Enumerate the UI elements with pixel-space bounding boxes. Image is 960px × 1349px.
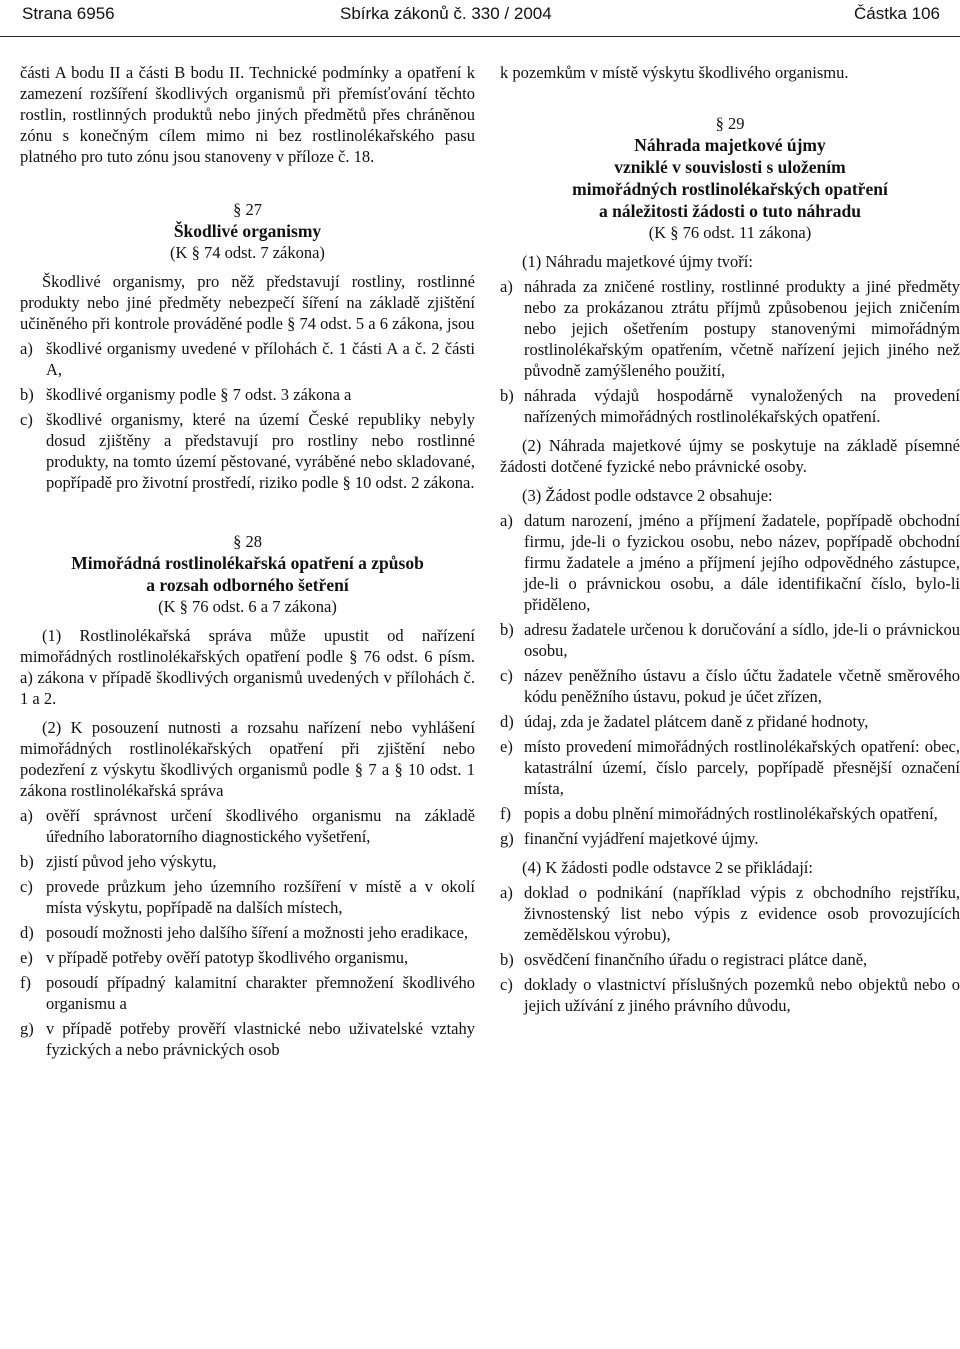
list-item: g) v případě potřeby prověří vlastnické nebo uživatelské vztahy fyzických a nebo právnických osob: [20, 1019, 475, 1059]
list-item: f) popis a dobu plnění mimořádných rostlinolékařských opatření,: [500, 804, 938, 823]
section-28-number: § 28: [233, 532, 262, 551]
list-item: b) osvědčení finančního úřadu o registraci plátce daně,: [500, 950, 868, 969]
header-rule: [0, 36, 960, 37]
right-column: [500, 62, 960, 1016]
list-item: d) údaj, zda je žadatel plátcem daně z přidané hodnoty,: [500, 712, 869, 731]
list-item: b) náhrada výdajů hospodárně vynaložených na provedení nařízených mimořádných rostlinolékařských opatření.: [500, 386, 960, 426]
list-item: a) škodlivé organismy uvedené v přílohách č. 1 části A a č. 2 části A,: [20, 339, 475, 379]
list-item: b) adresu žadatele určenou k doručování a sídlo, jde-li o právnickou osobu,: [500, 620, 960, 660]
section-29-paragraph-1: (1) Náhradu majetkové újmy tvoří:: [522, 252, 753, 271]
section-29-title-line-2: vzniklé v souvislosti s uložením: [614, 157, 846, 177]
collection-title: Sbírka zákonů č. 330 / 2004: [340, 4, 552, 23]
right-intro-paragraph: k pozemkům v místě výskytu škodlivého organismu.: [500, 63, 849, 82]
list-item: e) v případě potřeby ověří patotyp škodlivého organismu,: [20, 948, 409, 967]
list-item: e) místo provedení mimořádných rostlinolékařských opatření: obec, katastrální území, číslo parcely, popřípadě přesnější označení místa,: [500, 737, 960, 798]
section-27-number: § 27: [233, 200, 262, 219]
section-28-title-line-1: Mimořádná rostlinolékařská opatření a způsob: [71, 553, 424, 573]
list-item: a) doklad o podnikání (například výpis z obchodního rejstříku, živnostenský list nebo výpis z evidence osob provozujících zemědělskou výrobu),: [500, 883, 960, 944]
list-item: c) název peněžního ústavu a číslo účtu žadatele včetně směrového kódu peněžního ústavu, pokud je účet zřízen,: [500, 666, 960, 706]
list-item: c) provede průzkum jeho územního rozšíření v místě a v okolí místa výskytu, popřípadě na dalších místech,: [20, 877, 475, 917]
section-29-number: § 29: [715, 114, 745, 133]
section-28-reference: (K § 76 odst. 6 a 7 zákona): [158, 597, 337, 616]
list-item: a) datum narození, jméno a příjmení žadatele, popřípadě obchodní firmu, jde-li o fyzickou osobu, nebo název, popřípadě obchodní firmu žadatele a jméno a příjmení jejího odpovědného zástupce, jde-li o právnickou osobu, a dále identifikační číslo, bylo-li přiděleno,: [500, 511, 960, 614]
section-28-paragraph-2: (2) K posouzení nutnosti a rozsahu nařízení nebo vyhlášení mimořádných rostlinolékařských opatření při zjištění nebo podezření z výskytu škodlivých organismů podle § 7 a § 10 odst. 1 zákona rostlinolékařská správa: [20, 718, 475, 800]
section-29-title-line-4: a náležitosti žádosti o tuto náhradu: [598, 201, 862, 221]
section-29-paragraph-2: (2) Náhrada majetkové újmy se poskytuje na základě písemné žádosti dotčené fyzické nebo právnické osoby.: [500, 436, 960, 476]
page-number: Strana 6956: [22, 4, 115, 23]
section-28-paragraph-1: (1) Rostlinolékařská správa může upustit od nařízení mimořádných rostlinolékařských opatření podle § 76 odst. 6 písm. a) zákona v případě škodlivých organismů uvedených v přílohách č. 1 a 2.: [20, 626, 475, 708]
list-item: g) finanční vyjádření majetkové újmy.: [500, 829, 759, 848]
section-29-title-line-1: Náhrada majetkové újmy: [634, 135, 826, 155]
section-29-paragraph-3: (3) Žádost podle odstavce 2 obsahuje:: [522, 486, 773, 505]
left-column: [20, 62, 475, 1060]
list-item: a) ověří správnost určení škodlivého organismu na základě úředního laboratorního diagnostického vyšetření,: [20, 806, 475, 846]
list-item: c) škodlivé organismy, které na území České republiky nebyly dosud zjištěny a představují pro rostliny nebo rostlinné produkty, na tomto území pěstované, vyráběné nebo skladované, popřípadě pro životní prostředí, riziko podle § 10 odst. 2 zákona.: [20, 410, 475, 492]
section-27-reference: (K § 74 odst. 7 zákona): [170, 243, 325, 262]
page-header: [0, 0, 960, 30]
list-item: b) škodlivé organismy podle § 7 odst. 3 zákona a: [20, 385, 352, 404]
list-item: d) posoudí možnosti jeho dalšího šíření a možnosti jeho eradikace,: [20, 923, 469, 942]
section-29-title-line-3: mimořádných rostlinolékařských opatření: [572, 179, 888, 199]
list-item: f) posoudí případný kalamitní charakter přemnožení škodlivého organismu a: [20, 973, 475, 1013]
issue-number: Částka 106: [854, 4, 940, 23]
list-item: c) doklady o vlastnictví příslušných pozemků nebo objektů nebo o jejich užívání z jiného právního důvodu,: [500, 975, 960, 1015]
section-28-title-line-2: a rozsah odborného šetření: [146, 575, 349, 595]
list-item: a) náhrada za zničené rostliny, rostlinné produkty a jiné předměty nebo za prokázanou ztrátu příjmů způsobenou jejich zničením nebo jejich ošetřením postupy stanovenými mimořádným rostlinolékařským opatřením, včetně nařízení jejich jiného než původně zamýšleného použití,: [500, 277, 960, 380]
section-29-reference: (K § 76 odst. 11 zákona): [648, 223, 812, 242]
section-29-paragraph-4: (4) K žádosti podle odstavce 2 se přikládají:: [522, 858, 813, 877]
left-intro-paragraph: části A bodu II a části B bodu II. Technické podmínky a opatření k zamezení rozšíření škodlivých organismů při přemísťování těchto rostlin, rostlinných produktů nebo jiných předmětů přes chráněnou zónu s konečným cílem mimo ni bez rostlinolékařského pasu platného pro tuto zónu jsou stanoveny v příloze č. 18.: [20, 63, 475, 166]
section-27-title: Škodlivé organismy: [173, 221, 322, 241]
section-27-text: Škodlivé organismy, pro něž představují rostliny, rostlinné produkty nebo jiné předměty nebezpečí šíření na základě zjištění učiněného při kontrole prováděné podle § 74 odst. 5 a 6 zákona, jsou: [20, 272, 475, 333]
list-item: b) zjistí původ jeho výskytu,: [20, 852, 217, 871]
